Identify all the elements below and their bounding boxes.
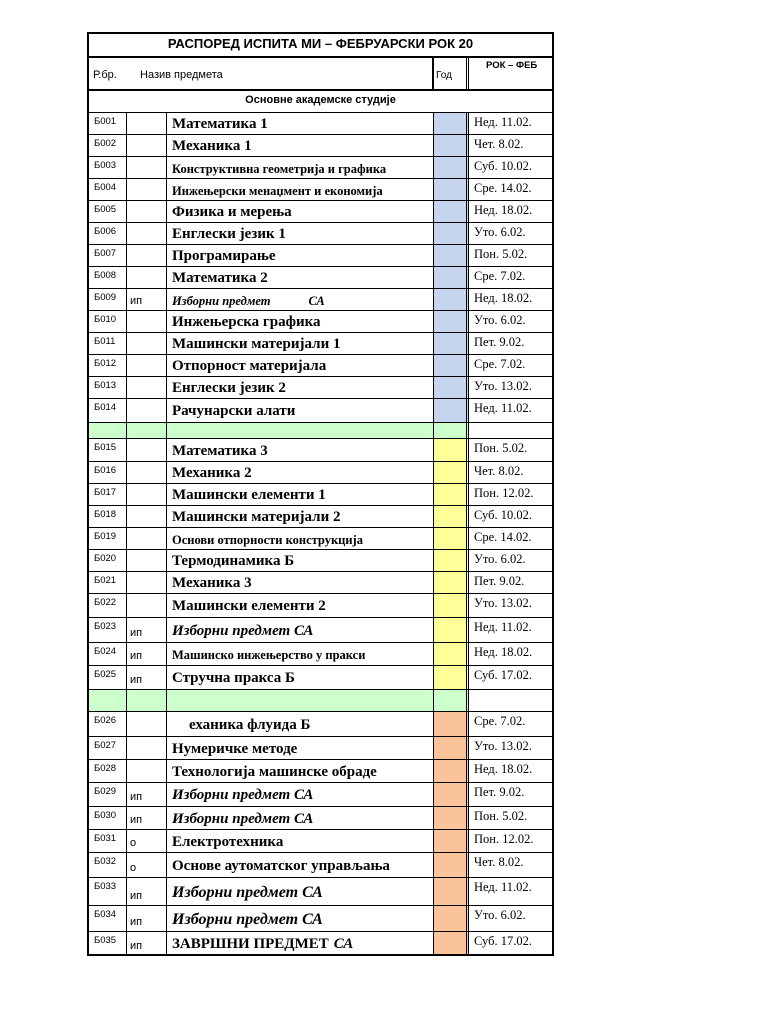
row-type — [127, 439, 167, 461]
row-date: Пет. 9.02. — [474, 785, 525, 799]
subject-name: Термодинамика Б — [172, 553, 295, 570]
row-code — [89, 423, 127, 438]
row-code: Б021 — [89, 572, 127, 593]
row-type — [127, 311, 167, 332]
row-subject — [167, 666, 434, 689]
row-type — [127, 760, 167, 782]
row-code: Б027 — [89, 737, 127, 759]
row-code: Б025 — [89, 666, 127, 689]
table-row — [87, 289, 554, 311]
row-year-cell — [434, 666, 469, 689]
row-subject — [167, 179, 434, 200]
row-subject — [167, 439, 434, 461]
row-code: Б026 — [89, 712, 127, 736]
row-subject — [167, 223, 434, 244]
row-year-cell — [434, 712, 469, 736]
row-subject — [167, 807, 434, 829]
row-date: Уто. 13.02. — [474, 379, 532, 393]
row-type — [127, 423, 167, 438]
row-subject — [167, 783, 434, 806]
row-date: Пон. 12.02. — [474, 832, 534, 846]
subject-name: Механика 2 — [172, 465, 252, 482]
row-date: Чет. 8.02. — [474, 855, 524, 869]
row-year-cell — [434, 550, 469, 571]
row-code: Б012 — [89, 355, 127, 376]
row-type — [127, 528, 167, 549]
row-year-cell — [434, 223, 469, 244]
row-date: Сре. 7.02. — [474, 714, 526, 728]
row-code: Б022 — [89, 594, 127, 617]
row-type — [127, 223, 167, 244]
row-date: Суб. 10.02. — [474, 159, 532, 173]
row-year-cell — [434, 878, 469, 905]
row-type — [127, 506, 167, 527]
header-subject: Назив предмета — [129, 58, 434, 89]
subject-name: Машински елементи 2 — [172, 598, 326, 615]
row-type — [127, 737, 167, 759]
row-subject — [167, 113, 434, 134]
header-year: Год — [434, 58, 469, 89]
table-row — [87, 528, 554, 550]
row-code: Б006 — [89, 223, 127, 244]
row-subject — [167, 830, 434, 852]
row-year-cell — [434, 484, 469, 505]
row-subject — [167, 572, 434, 593]
row-type — [127, 377, 167, 398]
row-type — [127, 572, 167, 593]
row-subject — [167, 760, 434, 782]
table-row — [87, 666, 554, 690]
subject-name: Механика 3 — [172, 575, 252, 592]
subject-name: Основи отпорности конструкција — [172, 532, 363, 547]
row-code: Б002 — [89, 135, 127, 156]
row-date: Пон. 5.02. — [474, 247, 528, 261]
subject-name: Изборни предмет СА — [172, 910, 323, 928]
row-type — [127, 333, 167, 354]
row-date: Нед. 11.02. — [474, 620, 532, 634]
row-code: Б010 — [89, 311, 127, 332]
row-type — [127, 484, 167, 505]
row-code: Б008 — [89, 267, 127, 288]
row-type — [127, 201, 167, 222]
row-year-cell — [434, 462, 469, 483]
subject-name: Основе аутоматског управљања — [172, 857, 390, 874]
row-type — [127, 245, 167, 266]
row-code: Б005 — [89, 201, 127, 222]
row-type — [127, 690, 167, 711]
section-title: Основне академске студије — [87, 89, 554, 113]
subject-name: Изборни предмет СА — [172, 787, 314, 804]
subject-name: Изборни предмет СА — [172, 810, 314, 827]
row-code: Б003 — [89, 157, 127, 178]
row-year-cell — [434, 618, 469, 642]
row-code: Б032 — [89, 853, 127, 877]
table-row — [87, 157, 554, 179]
row-subject — [167, 484, 434, 505]
table-row — [87, 267, 554, 289]
row-code: Б029 — [89, 783, 127, 806]
subject-name: Енглески језик 1 — [172, 226, 286, 243]
row-type — [127, 712, 167, 736]
table-row — [87, 462, 554, 484]
row-year-cell — [434, 377, 469, 398]
row-date: Пет. 9.02. — [474, 574, 525, 588]
row-year-cell — [434, 311, 469, 332]
row-subject — [167, 245, 434, 266]
table-row — [87, 760, 554, 783]
subject-name: Машински материјали 2 — [172, 509, 341, 526]
row-type — [127, 135, 167, 156]
row-date — [469, 423, 552, 438]
subject-name: Машински елементи 1 — [172, 487, 326, 504]
row-type — [127, 113, 167, 134]
row-date: Нед. 18.02. — [474, 203, 533, 217]
row-code: Б009 — [89, 289, 127, 310]
table-row — [87, 201, 554, 223]
table-row — [87, 737, 554, 760]
table-row — [87, 807, 554, 830]
table-row — [87, 377, 554, 399]
row-date: Суб. 10.02. — [474, 508, 532, 522]
row-type: о — [127, 830, 167, 852]
table-row — [87, 311, 554, 333]
subject-name: Изборни предмет СА — [172, 622, 314, 639]
subject-name: Енглески језик 2 — [172, 380, 286, 397]
row-date: Уто. 6.02. — [474, 552, 526, 566]
row-code: Б019 — [89, 528, 127, 549]
subject-name: Математика 2 — [172, 270, 268, 287]
row-year-cell — [434, 853, 469, 877]
row-year-cell — [434, 113, 469, 134]
separator-row — [87, 690, 554, 712]
table-row — [87, 439, 554, 462]
row-year-cell — [434, 355, 469, 376]
subject-name: Инжењерски менаџмент и економија — [172, 183, 383, 198]
row-type: ип — [127, 289, 167, 310]
subject-name: Стручна пракса Б — [172, 670, 295, 687]
row-date: Сре. 7.02. — [474, 269, 526, 283]
row-year-cell — [434, 783, 469, 806]
subject-name: Отпорност материјала — [172, 358, 327, 375]
subject-name: Машински материјали 1 — [172, 336, 341, 353]
row-year-cell — [434, 135, 469, 156]
row-type — [127, 550, 167, 571]
table-row — [87, 355, 554, 377]
row-subject — [167, 878, 434, 905]
row-subject — [167, 462, 434, 483]
row-year-cell — [434, 528, 469, 549]
subject-name: еханика флуида Б — [189, 716, 311, 733]
row-year-cell — [434, 289, 469, 310]
row-subject — [167, 267, 434, 288]
row-subject — [167, 906, 434, 931]
row-subject — [167, 932, 434, 954]
row-subject — [167, 528, 434, 549]
subject-name: Физика и мерења — [172, 204, 292, 221]
row-type — [127, 267, 167, 288]
row-date: Пон. 5.02. — [474, 441, 528, 455]
row-type: ип — [127, 906, 167, 931]
row-date: Сре. 14.02. — [474, 530, 532, 544]
table-row — [87, 506, 554, 528]
row-code: Б030 — [89, 807, 127, 829]
table-row — [87, 783, 554, 807]
row-code: Б014 — [89, 399, 127, 422]
row-type: ип — [127, 666, 167, 689]
row-year-cell — [434, 423, 469, 438]
row-subject — [167, 289, 434, 310]
row-type: ип — [127, 878, 167, 905]
row-type: о — [127, 853, 167, 877]
row-subject — [167, 737, 434, 759]
row-date: Уто. 13.02. — [474, 739, 532, 753]
table-title: РАСПОРЕД ИСПИТА МИ – ФЕБРУАРСКИ РОК 20 — [87, 32, 554, 56]
subject-name: Математика 3 — [172, 442, 268, 459]
row-date: Чет. 8.02. — [474, 137, 524, 151]
subject-name: Програмирање — [172, 248, 276, 265]
row-year-cell — [434, 399, 469, 422]
subject-name: Изборни предмет — [172, 293, 271, 308]
subject-name: Нумеричке методе — [172, 740, 298, 757]
row-type — [127, 462, 167, 483]
row-code: Б020 — [89, 550, 127, 571]
row-code: Б001 — [89, 113, 127, 134]
row-year-cell — [434, 267, 469, 288]
row-subject — [167, 853, 434, 877]
row-type: ип — [127, 932, 167, 954]
row-year-cell — [434, 439, 469, 461]
row-subject — [167, 690, 434, 711]
row-type: ип — [127, 618, 167, 642]
subject-name: Изборни предмет СА — [172, 883, 323, 901]
row-date: Сре. 14.02. — [474, 181, 532, 195]
table-row — [87, 333, 554, 355]
table-row — [87, 179, 554, 201]
row-type — [127, 355, 167, 376]
subject-suffix: СА — [308, 293, 325, 308]
row-code: Б004 — [89, 179, 127, 200]
subject-name: Механика 1 — [172, 138, 252, 155]
row-date: Уто. 6.02. — [474, 225, 526, 239]
row-type — [127, 157, 167, 178]
row-type — [127, 594, 167, 617]
row-code: Б023 — [89, 618, 127, 642]
row-code: Б034 — [89, 906, 127, 931]
row-year-cell — [434, 333, 469, 354]
table-row — [87, 878, 554, 906]
row-year-cell — [434, 690, 469, 711]
row-type: ип — [127, 783, 167, 806]
row-subject — [167, 423, 434, 438]
table-body — [87, 113, 554, 956]
row-date: Чет. 8.02. — [474, 464, 524, 478]
row-date: Пет. 9.02. — [474, 335, 525, 349]
row-code — [89, 690, 127, 711]
row-code: Б031 — [89, 830, 127, 852]
row-date: Суб. 17.02. — [474, 668, 532, 682]
row-subject — [167, 618, 434, 642]
row-code: Б024 — [89, 643, 127, 665]
row-date: Нед. 11.02. — [474, 115, 532, 129]
row-date: Нед. 18.02. — [474, 762, 533, 776]
row-date — [469, 690, 552, 711]
row-date: Пон. 5.02. — [474, 809, 528, 823]
row-date: Нед. 11.02. — [474, 401, 532, 415]
table-row — [87, 712, 554, 737]
row-subject — [167, 506, 434, 527]
row-date: Уто. 6.02. — [474, 908, 526, 922]
subject-name: Инжењерска графика — [172, 314, 321, 331]
row-code: Б015 — [89, 439, 127, 461]
row-year-cell — [434, 760, 469, 782]
row-subject — [167, 550, 434, 571]
table-row — [87, 484, 554, 506]
row-year-cell — [434, 201, 469, 222]
subject-name: Технологија машинске обраде — [172, 763, 377, 780]
row-code: Б007 — [89, 245, 127, 266]
row-year-cell — [434, 572, 469, 593]
header-num: Р.бр. — [93, 69, 117, 81]
row-subject — [167, 135, 434, 156]
row-year-cell — [434, 906, 469, 931]
row-subject — [167, 712, 434, 736]
row-date: Уто. 13.02. — [474, 596, 532, 610]
row-date: Нед. 18.02. — [474, 645, 533, 659]
row-year-cell — [434, 506, 469, 527]
row-year-cell — [434, 594, 469, 617]
row-type — [127, 179, 167, 200]
row-subject — [167, 333, 434, 354]
row-code: Б013 — [89, 377, 127, 398]
subject-suffix: СА — [333, 936, 354, 953]
table-row — [87, 135, 554, 157]
row-date: Нед. 18.02. — [474, 291, 533, 305]
row-year-cell — [434, 245, 469, 266]
row-code: Б016 — [89, 462, 127, 483]
table-row — [87, 113, 554, 135]
row-year-cell — [434, 737, 469, 759]
subject-name: Машинско инжењерство у пракси — [172, 648, 366, 663]
row-year-cell — [434, 807, 469, 829]
row-date: Уто. 6.02. — [474, 313, 526, 327]
row-subject — [167, 355, 434, 376]
row-code: Б033 — [89, 878, 127, 905]
subject-name: Математика 1 — [172, 116, 268, 133]
row-code: Б035 — [89, 932, 127, 954]
table-row — [87, 932, 554, 956]
table-row — [87, 853, 554, 878]
table-row — [87, 550, 554, 572]
header-rok: РОК – ФЕБ — [486, 60, 538, 71]
row-date: Суб. 17.02. — [474, 934, 532, 948]
row-year-cell — [434, 830, 469, 852]
subject-name: ЗАВРШНИ ПРЕДМЕТ — [172, 936, 329, 953]
table-row — [87, 830, 554, 853]
row-date: Пон. 12.02. — [474, 486, 534, 500]
header-row — [87, 56, 554, 89]
table-row — [87, 594, 554, 618]
table-row — [87, 906, 554, 932]
separator-row — [87, 423, 554, 439]
row-subject — [167, 377, 434, 398]
row-subject — [167, 311, 434, 332]
row-date: Нед. 11.02. — [474, 880, 532, 894]
table-row — [87, 643, 554, 666]
exam-schedule-table — [87, 32, 554, 956]
row-type: ип — [127, 807, 167, 829]
table-row — [87, 245, 554, 267]
row-code: Б011 — [89, 333, 127, 354]
table-row — [87, 618, 554, 643]
row-subject — [167, 643, 434, 665]
row-subject — [167, 157, 434, 178]
subject-name: Конструктивна геометрија и графика — [172, 161, 387, 176]
row-code: Б017 — [89, 484, 127, 505]
subject-name: Рачунарски алати — [172, 403, 296, 420]
table-row — [87, 572, 554, 594]
row-subject — [167, 594, 434, 617]
row-type: ип — [127, 643, 167, 665]
row-year-cell — [434, 179, 469, 200]
table-row — [87, 223, 554, 245]
table-row — [87, 399, 554, 423]
row-code: Б028 — [89, 760, 127, 782]
row-subject — [167, 201, 434, 222]
row-date: Сре. 7.02. — [474, 357, 526, 371]
row-year-cell — [434, 932, 469, 954]
row-code: Б018 — [89, 506, 127, 527]
row-year-cell — [434, 157, 469, 178]
row-year-cell — [434, 643, 469, 665]
row-type — [127, 399, 167, 422]
row-subject — [167, 399, 434, 422]
subject-name: Електротехника — [172, 833, 284, 850]
